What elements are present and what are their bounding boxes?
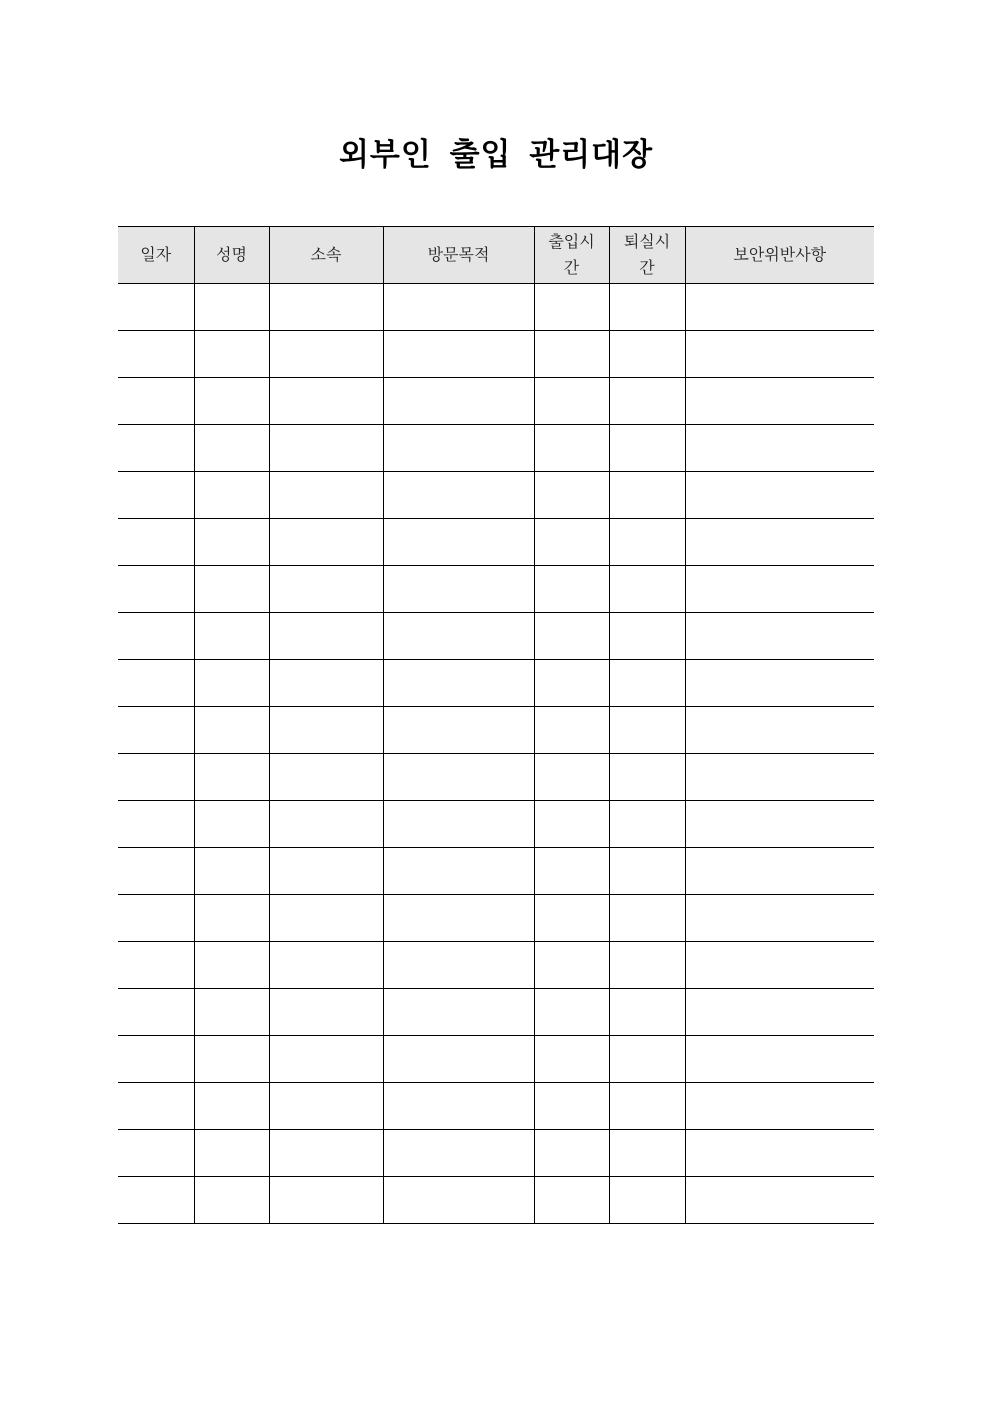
entry-time-cell[interactable] (534, 284, 609, 331)
purpose-cell[interactable] (383, 1036, 534, 1083)
purpose-cell[interactable] (383, 801, 534, 848)
exit-time-cell[interactable] (609, 707, 685, 754)
name-cell[interactable] (194, 613, 269, 660)
name-cell[interactable] (194, 707, 269, 754)
header-affiliation: 소속 (269, 227, 383, 284)
name-cell[interactable] (194, 942, 269, 989)
table-row (118, 472, 874, 519)
name-cell[interactable] (194, 801, 269, 848)
entry-time-cell[interactable] (534, 1177, 609, 1224)
date-cell[interactable] (118, 848, 194, 895)
date-cell[interactable] (118, 378, 194, 425)
affiliation-cell[interactable] (269, 942, 383, 989)
name-cell[interactable] (194, 378, 269, 425)
table-row (118, 331, 874, 378)
date-cell[interactable] (118, 801, 194, 848)
purpose-cell[interactable] (383, 1177, 534, 1224)
violation-cell[interactable] (685, 754, 874, 801)
purpose-cell[interactable] (383, 425, 534, 472)
entry-time-cell[interactable] (534, 519, 609, 566)
affiliation-cell[interactable] (269, 566, 383, 613)
table-row (118, 848, 874, 895)
entry-time-cell[interactable] (534, 472, 609, 519)
table-row (118, 566, 874, 613)
purpose-cell[interactable] (383, 754, 534, 801)
exit-time-cell[interactable] (609, 331, 685, 378)
name-cell[interactable] (194, 284, 269, 331)
visitor-log-table (118, 226, 874, 1224)
header-entry-time: 출입시간 (534, 227, 609, 284)
purpose-cell[interactable] (383, 942, 534, 989)
violation-cell[interactable] (685, 801, 874, 848)
affiliation-cell[interactable] (269, 989, 383, 1036)
name-cell[interactable] (194, 519, 269, 566)
date-cell[interactable] (118, 1130, 194, 1177)
exit-time-cell[interactable] (609, 566, 685, 613)
violation-cell[interactable] (685, 425, 874, 472)
affiliation-cell[interactable] (269, 284, 383, 331)
exit-time-cell[interactable] (609, 801, 685, 848)
affiliation-cell[interactable] (269, 895, 383, 942)
entry-time-cell[interactable] (534, 942, 609, 989)
exit-time-cell[interactable] (609, 613, 685, 660)
purpose-cell[interactable] (383, 566, 534, 613)
name-cell[interactable] (194, 754, 269, 801)
table-row (118, 284, 874, 331)
entry-time-cell[interactable] (534, 895, 609, 942)
entry-time-cell[interactable] (534, 1130, 609, 1177)
exit-time-cell[interactable] (609, 1036, 685, 1083)
exit-time-cell[interactable] (609, 472, 685, 519)
violation-cell[interactable] (685, 566, 874, 613)
table-row (118, 989, 874, 1036)
violation-cell[interactable] (685, 378, 874, 425)
name-cell[interactable] (194, 1036, 269, 1083)
name-cell[interactable] (194, 566, 269, 613)
name-cell[interactable] (194, 989, 269, 1036)
purpose-cell[interactable] (383, 613, 534, 660)
date-cell[interactable] (118, 942, 194, 989)
entry-time-cell[interactable] (534, 1036, 609, 1083)
purpose-cell[interactable] (383, 519, 534, 566)
violation-cell[interactable] (685, 1036, 874, 1083)
date-cell[interactable] (118, 613, 194, 660)
violation-cell[interactable] (685, 519, 874, 566)
name-cell[interactable] (194, 472, 269, 519)
violation-cell[interactable] (685, 989, 874, 1036)
date-cell[interactable] (118, 754, 194, 801)
exit-time-cell[interactable] (609, 1177, 685, 1224)
entry-time-cell[interactable] (534, 848, 609, 895)
date-cell[interactable] (118, 707, 194, 754)
purpose-cell[interactable] (383, 848, 534, 895)
purpose-cell[interactable] (383, 1130, 534, 1177)
exit-time-cell[interactable] (609, 848, 685, 895)
purpose-cell[interactable] (383, 378, 534, 425)
affiliation-cell[interactable] (269, 331, 383, 378)
affiliation-cell[interactable] (269, 613, 383, 660)
name-cell[interactable] (194, 331, 269, 378)
entry-time-cell[interactable] (534, 1083, 609, 1130)
table-row (118, 1083, 874, 1130)
purpose-cell[interactable] (383, 895, 534, 942)
exit-time-cell[interactable] (609, 942, 685, 989)
affiliation-cell[interactable] (269, 660, 383, 707)
entry-time-cell[interactable] (534, 331, 609, 378)
table-row (118, 519, 874, 566)
affiliation-cell[interactable] (269, 1177, 383, 1224)
violation-cell[interactable] (685, 660, 874, 707)
exit-time-cell[interactable] (609, 1083, 685, 1130)
affiliation-cell[interactable] (269, 1083, 383, 1130)
table-header-row (118, 227, 874, 284)
entry-time-cell[interactable] (534, 566, 609, 613)
affiliation-cell[interactable] (269, 378, 383, 425)
affiliation-cell[interactable] (269, 1130, 383, 1177)
date-cell[interactable] (118, 284, 194, 331)
table-row (118, 425, 874, 472)
exit-time-cell[interactable] (609, 660, 685, 707)
entry-time-cell[interactable] (534, 707, 609, 754)
affiliation-cell[interactable] (269, 848, 383, 895)
date-cell[interactable] (118, 1177, 194, 1224)
purpose-cell[interactable] (383, 331, 534, 378)
affiliation-cell[interactable] (269, 472, 383, 519)
violation-cell[interactable] (685, 1130, 874, 1177)
name-cell[interactable] (194, 895, 269, 942)
violation-cell[interactable] (685, 1177, 874, 1224)
header-security-violations: 보안위반사항 (685, 227, 874, 284)
name-cell[interactable] (194, 1083, 269, 1130)
name-cell[interactable] (194, 1177, 269, 1224)
violation-cell[interactable] (685, 1083, 874, 1130)
name-cell[interactable] (194, 1130, 269, 1177)
violation-cell[interactable] (685, 895, 874, 942)
date-cell[interactable] (118, 519, 194, 566)
table-row (118, 1130, 874, 1177)
entry-time-cell[interactable] (534, 989, 609, 1036)
violation-cell[interactable] (685, 472, 874, 519)
name-cell[interactable] (194, 848, 269, 895)
header-date: 일자 (118, 227, 194, 284)
table-row (118, 660, 874, 707)
violation-cell[interactable] (685, 284, 874, 331)
header-exit-time: 퇴실시간 (609, 227, 685, 284)
violation-cell[interactable] (685, 942, 874, 989)
purpose-cell[interactable] (383, 989, 534, 1036)
affiliation-cell[interactable] (269, 707, 383, 754)
exit-time-cell[interactable] (609, 284, 685, 331)
affiliation-cell[interactable] (269, 801, 383, 848)
table-row (118, 1036, 874, 1083)
affiliation-cell[interactable] (269, 754, 383, 801)
date-cell[interactable] (118, 566, 194, 613)
date-cell[interactable] (118, 472, 194, 519)
purpose-cell[interactable] (383, 284, 534, 331)
table-row (118, 942, 874, 989)
date-cell[interactable] (118, 1036, 194, 1083)
violation-cell[interactable] (685, 613, 874, 660)
header-name: 성명 (194, 227, 269, 284)
exit-time-cell[interactable] (609, 754, 685, 801)
entry-time-cell[interactable] (534, 660, 609, 707)
purpose-cell[interactable] (383, 707, 534, 754)
date-cell[interactable] (118, 331, 194, 378)
exit-time-cell[interactable] (609, 425, 685, 472)
table-row (118, 801, 874, 848)
table-row (118, 895, 874, 942)
entry-time-cell[interactable] (534, 754, 609, 801)
purpose-cell[interactable] (383, 660, 534, 707)
table-row (118, 707, 874, 754)
entry-time-cell[interactable] (534, 801, 609, 848)
date-cell[interactable] (118, 660, 194, 707)
name-cell[interactable] (194, 660, 269, 707)
exit-time-cell[interactable] (609, 519, 685, 566)
date-cell[interactable] (118, 895, 194, 942)
date-cell[interactable] (118, 989, 194, 1036)
purpose-cell[interactable] (383, 1083, 534, 1130)
violation-cell[interactable] (685, 848, 874, 895)
entry-time-cell[interactable] (534, 425, 609, 472)
table-body (118, 284, 874, 1224)
table-row (118, 378, 874, 425)
affiliation-cell[interactable] (269, 1036, 383, 1083)
table-row (118, 613, 874, 660)
date-cell[interactable] (118, 425, 194, 472)
exit-time-cell[interactable] (609, 989, 685, 1036)
purpose-cell[interactable] (383, 472, 534, 519)
entry-time-cell[interactable] (534, 613, 609, 660)
exit-time-cell[interactable] (609, 895, 685, 942)
violation-cell[interactable] (685, 707, 874, 754)
table-row (118, 1177, 874, 1224)
violation-cell[interactable] (685, 331, 874, 378)
table-row (118, 754, 874, 801)
exit-time-cell[interactable] (609, 1130, 685, 1177)
document-title: 외부인 출입 관리대장 (338, 137, 654, 173)
entry-time-cell[interactable] (534, 378, 609, 425)
affiliation-cell[interactable] (269, 425, 383, 472)
date-cell[interactable] (118, 1083, 194, 1130)
header-visit-purpose: 방문목적 (383, 227, 534, 284)
affiliation-cell[interactable] (269, 519, 383, 566)
name-cell[interactable] (194, 425, 269, 472)
exit-time-cell[interactable] (609, 378, 685, 425)
